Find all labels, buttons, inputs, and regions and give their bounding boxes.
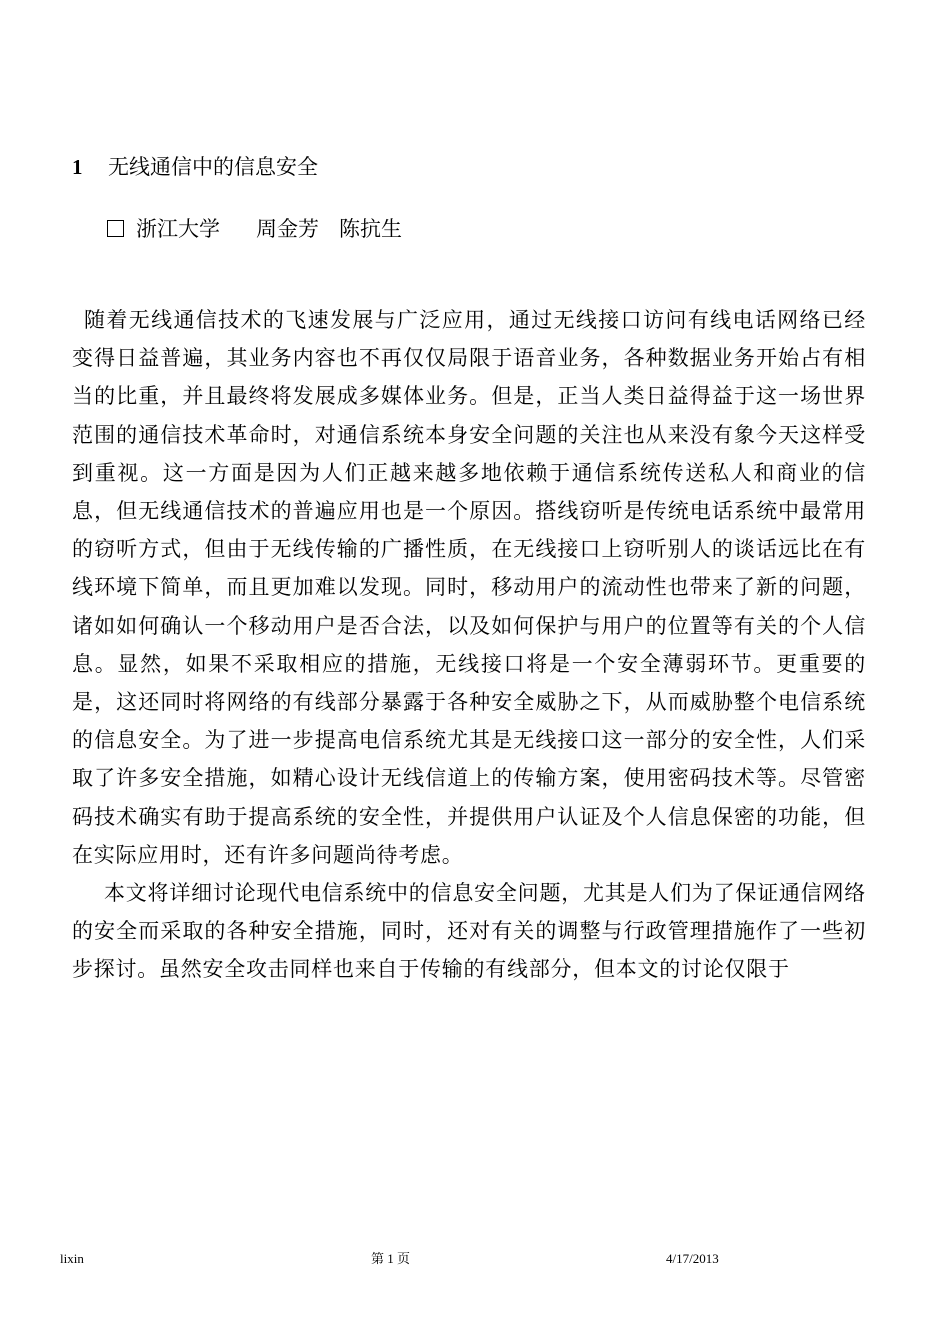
section-heading — [72, 150, 318, 184]
checkbox-square-icon — [107, 220, 124, 237]
footer-page-number: 第 1 页 — [371, 1251, 411, 1266]
paragraph: 随着无线通信技术的飞速发展与广泛应用，通过无线接口访问有线电话网络已经变得日益普遍，其业务内容也不再仅仅局限于语音业务，各种数据业务开始占有相当的比重，并且最终将发展成多媒体业务。但是，正当人类日益得益于这一场世界范围的通信技术革命时，对通信系统本身安全问题的关注也从来没有象今天这样受到重视。这一方面是因为人们正越来越多地依赖于通信系统传送私人和商业的信息，但无线通信技术的普遍应用也是一个原因。搭线窃听是传统电话系统中最常用的窃听方式，但由于无线传输的广播性质，在无线接口上窃听别人的谈话远比在有线环境下简单，而且更加难以发现。同时，移动用户的流动性也带来了新的问题，诸如如何确认一个移动用户是否合法，以及如何保护与用户的位置等有关的个人信息。显然，如果不采取相应的措施，无线接口将是一个安全薄弱环节。更重要的是，这还同时将网络的有线部分暴露于各种安全威胁之下，从而威胁整个电信系统的信息安全。为了进一步提高电信系统尤其是无线接口这一部分的安全性，人们采取了许多安全措施，如精心设计无线信道上的传输方案，使用密码技术等。尽管密码技术确实有助于提高系统的安全性，并提供用户认证及个人信息保密的功能，但在实际应用时，还有许多问题尚待考虑。 — [72, 308, 866, 867]
affiliation: 浙江大学 — [136, 217, 220, 241]
author-name: 陈抗生 — [339, 217, 402, 241]
author-name: 周金芳 — [256, 217, 319, 241]
section-title: 无线通信中的信息安全 — [108, 155, 318, 179]
footer-date: 4/17/2013 — [666, 1251, 719, 1266]
paragraph: 本文将详细讨论现代电信系统中的信息安全问题，尤其是人们为了保证通信网络的安全而采取的各种安全措施，同时，还对有关的调整与行政管理措施作了一些初步探讨。虽然安全攻击同样也来自于传输的有线部分，但本文的讨论仅限于 — [72, 881, 866, 982]
footer-author: lixin — [60, 1251, 84, 1266]
byline — [107, 212, 422, 246]
body-text — [72, 301, 866, 989]
section-number: 1 — [72, 155, 83, 179]
